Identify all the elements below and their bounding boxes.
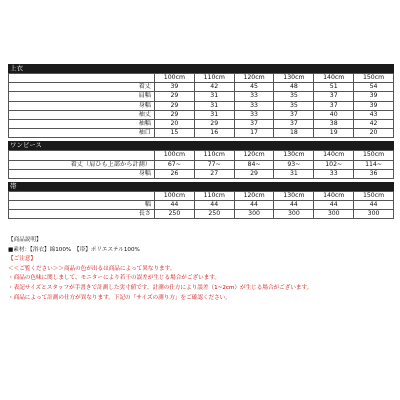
- table-cell: 39: [354, 92, 394, 101]
- table-cell: 44: [314, 201, 354, 210]
- table-cell: 300: [354, 210, 394, 219]
- table-cell: 102~: [314, 160, 354, 169]
- column-header: 110cm: [194, 151, 234, 160]
- table-cell: 114~: [354, 160, 394, 169]
- table-cell: 44: [234, 201, 274, 210]
- caution-line: ・商品の色味に関しまして、モニターにより若干の誤差が生じる場合がございます。: [8, 275, 221, 282]
- row-label: 袖幅: [9, 119, 155, 128]
- table-cell: 44: [194, 201, 234, 210]
- table-cell: 84~: [234, 160, 274, 169]
- table-cell: 300: [274, 210, 314, 219]
- column-header: 130cm: [274, 74, 314, 83]
- table-cell: 40: [314, 110, 354, 119]
- table-cell: 19: [314, 129, 354, 138]
- table-cell: 31: [194, 101, 234, 110]
- table-row: [9, 92, 394, 101]
- table-cell: 31: [194, 110, 234, 119]
- table-row: [9, 169, 394, 178]
- table-cell: 44: [274, 201, 314, 210]
- row-label: 身幅: [9, 169, 155, 178]
- section-header-top: 上衣: [8, 64, 394, 73]
- row-label: 身幅: [9, 101, 155, 110]
- column-header: 120cm: [234, 74, 274, 83]
- column-header: 100cm: [155, 74, 195, 83]
- table-row: [9, 201, 394, 210]
- table-cell: 36: [354, 169, 394, 178]
- table-row: [9, 101, 394, 110]
- table-cell: 39: [354, 101, 394, 110]
- table-row: [9, 160, 394, 169]
- table-row: [9, 83, 394, 92]
- caution-line: ＜＜ご覧ください＞＞商品の色が出るは商品によって異なります。: [8, 265, 176, 272]
- table-row: [9, 110, 394, 119]
- table-cell: 37: [234, 119, 274, 128]
- table-cell: 42: [354, 119, 394, 128]
- material-line: ■素材：【浴衣】綿100% 【帯】ポリエステル100%: [8, 246, 140, 253]
- table-cell: 43: [354, 110, 394, 119]
- column-header: 150cm: [354, 191, 394, 200]
- column-header: 110cm: [194, 74, 234, 83]
- table-cell: 77~: [194, 160, 234, 169]
- table-cell: 35: [274, 92, 314, 101]
- column-header: 140cm: [314, 151, 354, 160]
- row-label: 袖丈: [9, 110, 155, 119]
- column-header: 120cm: [234, 151, 274, 160]
- table-cell: 39: [155, 83, 195, 92]
- row-label: 着丈（肩ひも上部から計測）: [9, 160, 155, 169]
- table-cell: 20: [354, 129, 394, 138]
- table-cell: 27: [194, 169, 234, 178]
- table-cell: 300: [234, 210, 274, 219]
- table-cell: 38: [314, 119, 354, 128]
- table-cell: 33: [234, 92, 274, 101]
- size-table-top: [8, 73, 394, 138]
- caution-line: ・表記サイズとスタッフが手書きで計測した実寸値です。計測の仕方により誤差（1~2cm）が生じる場合がございます。: [8, 284, 313, 291]
- table-cell: 37: [314, 92, 354, 101]
- size-table-dress: [8, 150, 394, 179]
- table-cell: 26: [155, 169, 195, 178]
- row-label: 袖口: [9, 129, 155, 138]
- table-cell: 15: [155, 129, 195, 138]
- row-label: 着丈: [9, 83, 155, 92]
- table-cell: 17: [234, 129, 274, 138]
- table-cell: 44: [155, 201, 195, 210]
- table-cell: 18: [274, 129, 314, 138]
- column-header: 130cm: [274, 151, 314, 160]
- table-cell: 20: [155, 119, 195, 128]
- table-header-row: [9, 74, 394, 83]
- row-label: 幅: [9, 201, 155, 210]
- table-row: [9, 129, 394, 138]
- column-header: 100cm: [155, 191, 195, 200]
- table-cell: 29: [155, 92, 195, 101]
- size-chart: [8, 64, 394, 219]
- caution-line: ・商品によって計測の仕方が異なります。下記の「サイズの測り方」をご確認ください。: [8, 294, 231, 301]
- column-header: 100cm: [155, 151, 195, 160]
- table-cell: 33: [234, 101, 274, 110]
- section-header-dress: ワンピース: [8, 141, 394, 150]
- table-cell: 48: [274, 83, 314, 92]
- table-cell: 42: [194, 83, 234, 92]
- product-notes: [8, 236, 394, 303]
- table-cell: 29: [155, 110, 195, 119]
- column-header: 150cm: [354, 74, 394, 83]
- row-label: 長さ: [9, 210, 155, 219]
- size-table-belt: [8, 191, 394, 220]
- table-cell: 35: [274, 101, 314, 110]
- column-header: 130cm: [274, 191, 314, 200]
- table-cell: 51: [314, 83, 354, 92]
- table-cell: 250: [194, 210, 234, 219]
- table-cell: 45: [234, 83, 274, 92]
- table-cell: 29: [155, 101, 195, 110]
- table-cell: 33: [314, 169, 354, 178]
- table-cell: 37: [274, 119, 314, 128]
- column-header: 110cm: [194, 191, 234, 200]
- table-header-row: [9, 191, 394, 200]
- table-cell: 250: [155, 210, 195, 219]
- table-cell: 31: [274, 169, 314, 178]
- caution-heading: 【ご注意】: [8, 256, 36, 263]
- table-cell: 29: [234, 169, 274, 178]
- table-cell: 44: [354, 201, 394, 210]
- table-cell: 54: [354, 83, 394, 92]
- table-cell: 16: [194, 129, 234, 138]
- column-header: 120cm: [234, 191, 274, 200]
- table-cell: 300: [314, 210, 354, 219]
- table-cell: 31: [194, 92, 234, 101]
- table-header-row: [9, 151, 394, 160]
- table-cell: 37: [314, 101, 354, 110]
- table-cell: 29: [194, 119, 234, 128]
- table-cell: 67~: [155, 160, 195, 169]
- table-cell: 93~: [274, 160, 314, 169]
- table-cell: 33: [234, 110, 274, 119]
- column-header: 140cm: [314, 74, 354, 83]
- table-cell: 37: [274, 110, 314, 119]
- column-header: 150cm: [354, 151, 394, 160]
- product-heading: 【商品説明】: [8, 237, 42, 243]
- section-header-belt: 帯: [8, 182, 394, 191]
- column-header: 140cm: [314, 191, 354, 200]
- table-row: [9, 119, 394, 128]
- row-label: 肩幅: [9, 92, 155, 101]
- table-row: [9, 210, 394, 219]
